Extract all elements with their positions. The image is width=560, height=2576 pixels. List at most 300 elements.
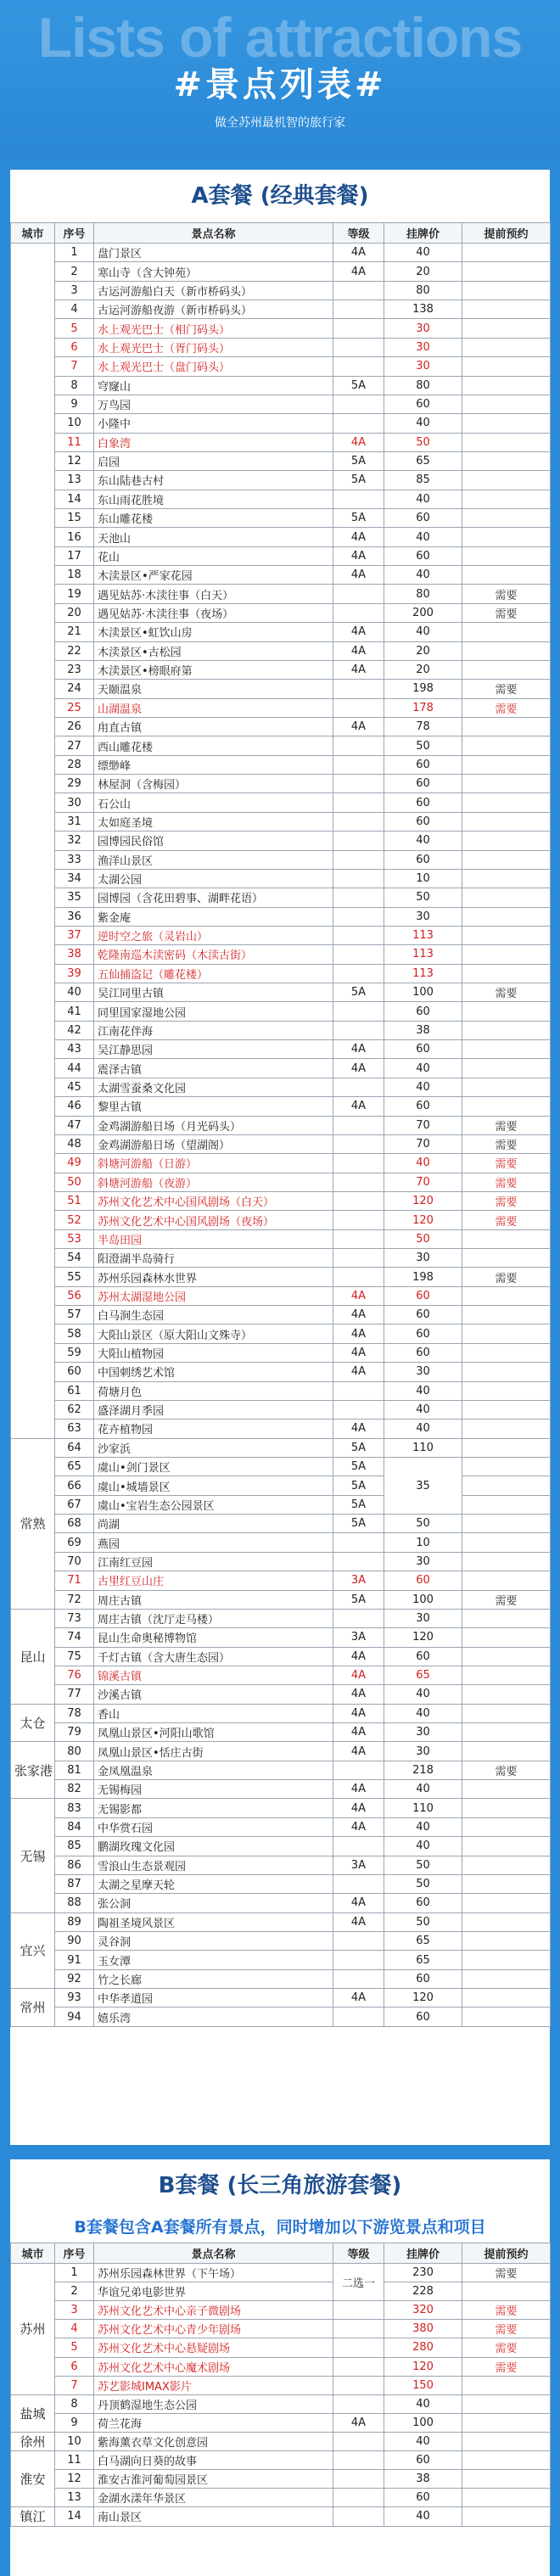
price-cell: 30: [384, 338, 462, 356]
level-cell: 4A: [333, 1324, 384, 1343]
level-cell: 4A: [333, 1306, 384, 1324]
level-cell: 5A: [333, 509, 384, 528]
level-cell: [333, 2376, 384, 2394]
level-cell: [333, 1400, 384, 1419]
attraction-name: 虞山•城墙景区: [94, 1476, 333, 1495]
column-header: 挂牌价: [384, 223, 462, 244]
price-cell: 60: [384, 2451, 462, 2470]
price-cell: 110: [384, 1438, 462, 1457]
row-number: 34: [55, 869, 94, 888]
price-cell: 50: [384, 1856, 462, 1874]
table-row: [11, 755, 551, 774]
attraction-name: 白象湾: [94, 433, 333, 451]
level-cell: [333, 1002, 384, 1021]
attraction-name: 金鸡湖游船日场（望湖阁）: [94, 1134, 333, 1153]
reservation-cell: [462, 528, 551, 546]
level-cell: 4A: [333, 244, 384, 262]
table-row: [11, 717, 551, 736]
level-cell: 4A: [333, 623, 384, 641]
attraction-name: 寒山寺（含大钟苑）: [94, 262, 333, 281]
reservation-cell: [462, 1324, 551, 1343]
reservation-cell: [462, 1989, 551, 2008]
level-cell: [333, 2338, 384, 2357]
row-number: 49: [55, 1154, 94, 1173]
row-number: 24: [55, 680, 94, 698]
table-row: [11, 585, 551, 603]
row-number: 74: [55, 1628, 94, 1647]
attraction-name: 锦溪古镇: [94, 1666, 333, 1684]
level-cell: [333, 2489, 384, 2507]
attraction-name: 西山雕花楼: [94, 736, 333, 755]
price-cell: 40: [384, 1059, 462, 1078]
price-cell: 380: [384, 2320, 462, 2338]
attraction-name: 东山雕花楼: [94, 509, 333, 528]
attraction-name: 金湖水漾年华景区: [94, 2489, 333, 2507]
attraction-name: 燕园: [94, 1533, 333, 1552]
attraction-name: 东山雨花胜境: [94, 490, 333, 508]
reservation-cell: [462, 2282, 551, 2301]
reservation-cell: [462, 566, 551, 585]
attraction-name: 中华赏石园: [94, 1817, 333, 1836]
attraction-name: 苏州文化艺术中心悬疑剧场: [94, 2338, 333, 2357]
reservation-cell: [462, 1002, 551, 1021]
row-number: 10: [55, 414, 94, 433]
reservation-cell: [462, 1249, 551, 1268]
reservation-cell: [462, 376, 551, 395]
attraction-name: 木渎景区•榜眼府第: [94, 660, 333, 679]
row-number: 6: [55, 2357, 94, 2376]
attraction-name: 盛泽湖月季园: [94, 1400, 333, 1419]
row-number: 90: [55, 1931, 94, 1950]
level-cell: [333, 907, 384, 926]
reservation-cell: [462, 793, 551, 812]
attraction-name: 紫海薰衣草文化创意园: [94, 2432, 333, 2450]
row-number: 1: [55, 2264, 94, 2282]
price-cell: 50: [384, 433, 462, 451]
reservation-cell: [462, 623, 551, 641]
row-number: 12: [55, 451, 94, 470]
row-number: 50: [55, 1173, 94, 1191]
table-row: [11, 2320, 551, 2338]
row-number: 32: [55, 832, 94, 850]
row-number: 56: [55, 1286, 94, 1305]
attraction-name: 嬉乐湾: [94, 2008, 333, 2026]
reservation-cell: [462, 641, 551, 660]
price-cell: 10: [384, 869, 462, 888]
level-cell: 5A: [333, 1458, 384, 1476]
attraction-name: 斜塘河游船（日游）: [94, 1154, 333, 1173]
price-cell: 30: [384, 1249, 462, 1268]
row-number: 77: [55, 1685, 94, 1704]
reservation-cell: 需要: [462, 698, 551, 717]
header-banner: [0, 0, 560, 160]
level-cell: 3A: [333, 1571, 384, 1590]
level-cell: 4A: [333, 1894, 384, 1912]
reservation-cell: [462, 1704, 551, 1722]
level-cell: 4A: [333, 641, 384, 660]
table-row: [11, 680, 551, 698]
reservation-cell: [462, 1609, 551, 1627]
reservation-cell: 需要: [462, 2338, 551, 2357]
level-cell: [333, 1552, 384, 1571]
city-cell: 无锡: [11, 1799, 55, 1912]
table-row: [11, 2451, 551, 2470]
row-number: 94: [55, 2008, 94, 2026]
table-row: [11, 660, 551, 679]
price-cell: 60: [384, 1647, 462, 1666]
reservation-cell: 需要: [462, 1268, 551, 1286]
attraction-name: 苏州文化艺术中心国风剧场（白天）: [94, 1191, 333, 1210]
attraction-name: 大阳山植物园: [94, 1343, 333, 1362]
column-header: 提前预约: [462, 223, 551, 244]
attraction-name: 天池山: [94, 528, 333, 546]
row-number: 33: [55, 850, 94, 869]
table-row: [11, 319, 551, 338]
level-cell: [333, 869, 384, 888]
reservation-cell: 需要: [462, 1154, 551, 1173]
price-cell: 40: [384, 1704, 462, 1722]
level-cell: 5A: [333, 1590, 384, 1609]
price-cell: 50: [384, 1912, 462, 1931]
table-row: [11, 1211, 551, 1229]
row-number: 40: [55, 983, 94, 1002]
row-number: 7: [55, 357, 94, 376]
level-cell: [333, 1191, 384, 1210]
price-cell: 100: [384, 2413, 462, 2432]
row-number: 55: [55, 1268, 94, 1286]
attraction-name: 中华孝道园: [94, 1989, 333, 2008]
price-cell: 60: [384, 1324, 462, 1343]
level-cell: [333, 1211, 384, 1229]
price-cell: 198: [384, 1268, 462, 1286]
level-cell: 4A: [333, 1097, 384, 1116]
price-cell: 65: [384, 1951, 462, 1969]
table-row: [11, 698, 551, 717]
price-cell: 60: [384, 1097, 462, 1116]
table-row: [11, 1931, 551, 1950]
price-cell: 40: [384, 2432, 462, 2450]
level-cell: [333, 490, 384, 508]
attraction-name: 盘门景区: [94, 244, 333, 262]
table-row: [11, 1363, 551, 1381]
price-cell: 30: [384, 1742, 462, 1761]
level-cell: 二选一: [333, 2264, 384, 2301]
level-cell: 4A: [333, 1742, 384, 1761]
reservation-cell: [462, 964, 551, 983]
table-row: [11, 357, 551, 376]
attraction-name: 吴江同里古镇: [94, 983, 333, 1002]
row-number: 7: [55, 2376, 94, 2394]
row-number: 9: [55, 395, 94, 413]
table-row: [11, 1723, 551, 1742]
table-row: [11, 1571, 551, 1590]
attraction-name: 中国刺绣艺术馆: [94, 1363, 333, 1381]
table-row: [11, 1116, 551, 1134]
table-row: [11, 1458, 551, 1476]
reservation-cell: [462, 717, 551, 736]
attraction-name: 五仙捕盗记（雕花楼）: [94, 964, 333, 983]
table-row: [11, 1874, 551, 1893]
column-header: 序号: [55, 223, 94, 244]
row-number: 52: [55, 1211, 94, 1229]
price-cell: 70: [384, 1134, 462, 1153]
level-cell: 5A: [333, 471, 384, 490]
page-title: #景点列表#: [173, 65, 387, 104]
price-cell: 60: [384, 395, 462, 413]
reservation-cell: [462, 1742, 551, 1761]
attraction-name: 林屋洞（含梅园）: [94, 775, 333, 793]
reservation-cell: 需要: [462, 1116, 551, 1134]
row-number: 27: [55, 736, 94, 755]
price-cell: 40: [384, 414, 462, 433]
attraction-name: 园博园民俗馆: [94, 832, 333, 850]
city-cell: 淮安: [11, 2451, 55, 2507]
package-b-card: [10, 2159, 550, 2576]
row-number: 36: [55, 907, 94, 926]
level-cell: [333, 2470, 384, 2489]
table-row: [11, 1761, 551, 1779]
table-row: [11, 566, 551, 585]
attraction-name: 荷塘月色: [94, 1381, 333, 1400]
price-cell: 38: [384, 1021, 462, 1039]
attraction-name: 水上观光巴士（胥门码头）: [94, 338, 333, 356]
row-number: 29: [55, 775, 94, 793]
table-row: [11, 1154, 551, 1173]
row-number: 78: [55, 1704, 94, 1722]
price-cell: 30: [384, 1363, 462, 1381]
table-row: [11, 1609, 551, 1627]
level-cell: [333, 1268, 384, 1286]
reservation-cell: [462, 1931, 551, 1950]
table-row: [11, 983, 551, 1002]
table-row: [11, 1704, 551, 1722]
reservation-cell: [462, 1571, 551, 1590]
table-row: [11, 907, 551, 926]
level-cell: 4A: [333, 2413, 384, 2432]
reservation-cell: [462, 546, 551, 565]
reservation-cell: [462, 2376, 551, 2394]
level-cell: [333, 2432, 384, 2450]
reservation-cell: [462, 1495, 551, 1514]
price-cell: 85: [384, 471, 462, 490]
level-cell: 4A: [333, 1912, 384, 1931]
attraction-name: 虞山•宝岩生态公园景区: [94, 1495, 333, 1514]
row-number: 8: [55, 2394, 94, 2413]
reservation-cell: [462, 907, 551, 926]
row-number: 11: [55, 2451, 94, 2470]
attraction-name: 太湖公园: [94, 869, 333, 888]
reservation-cell: [462, 1363, 551, 1381]
attraction-name: 鹏湖玫瑰文化园: [94, 1837, 333, 1856]
row-number: 6: [55, 338, 94, 356]
level-cell: [333, 680, 384, 698]
reservation-cell: [462, 2489, 551, 2507]
reservation-cell: [462, 395, 551, 413]
price-cell: 113: [384, 926, 462, 944]
attraction-name: 震泽古镇: [94, 1059, 333, 1078]
level-cell: [333, 1134, 384, 1153]
reservation-cell: [462, 1723, 551, 1742]
attraction-name: 山湖温泉: [94, 698, 333, 717]
row-number: 91: [55, 1951, 94, 1969]
price-cell: 40: [384, 1078, 462, 1096]
attraction-name: 大阳山景区（原大阳山文殊寺）: [94, 1324, 333, 1343]
price-cell: 65: [384, 1931, 462, 1950]
price-cell: 120: [384, 1191, 462, 1210]
reservation-cell: [462, 1059, 551, 1078]
price-cell: 60: [384, 793, 462, 812]
level-cell: [333, 357, 384, 376]
row-number: 42: [55, 1021, 94, 1039]
price-cell: 30: [384, 1723, 462, 1742]
level-cell: 5A: [333, 1515, 384, 1533]
price-cell: 30: [384, 1552, 462, 1571]
level-cell: [333, 1761, 384, 1779]
attraction-name: 江南红豆园: [94, 1552, 333, 1571]
level-cell: [333, 603, 384, 622]
attraction-name: 黎里古镇: [94, 1097, 333, 1116]
reservation-cell: [462, 1040, 551, 1059]
row-number: 13: [55, 471, 94, 490]
table-row: [11, 244, 551, 262]
reservation-cell: [462, 1780, 551, 1799]
row-number: 41: [55, 1002, 94, 1021]
table-row: [11, 1495, 551, 1514]
table-row: [11, 926, 551, 944]
row-number: 44: [55, 1059, 94, 1078]
table-row: [11, 793, 551, 812]
reservation-cell: [462, 1420, 551, 1438]
row-number: 85: [55, 1837, 94, 1856]
attraction-name: 周庄古镇（沈厅走马楼）: [94, 1609, 333, 1627]
attraction-name: 香山: [94, 1704, 333, 1722]
attraction-name: 花山: [94, 546, 333, 565]
level-cell: [333, 1837, 384, 1856]
reservation-cell: 需要: [462, 1173, 551, 1191]
attraction-name: 遇见姑苏·木渎往事（夜场）: [94, 603, 333, 622]
reservation-cell: [462, 1021, 551, 1039]
price-cell: 40: [384, 1420, 462, 1438]
package-a-header-row: [11, 223, 551, 244]
row-number: 37: [55, 926, 94, 944]
row-number: 93: [55, 1989, 94, 2008]
attraction-name: 苏州乐园森林世界（下午场）: [94, 2264, 333, 2282]
table-row: [11, 1533, 551, 1552]
table-row: [11, 1685, 551, 1704]
reservation-cell: [462, 414, 551, 433]
row-number: 71: [55, 1571, 94, 1590]
level-cell: [333, 1609, 384, 1627]
attraction-name: 周庄古镇: [94, 1590, 333, 1609]
table-row: [11, 1590, 551, 1609]
reservation-cell: [462, 1817, 551, 1836]
price-cell: 60: [384, 1002, 462, 1021]
price-cell: 120: [384, 1628, 462, 1647]
column-header: 城市: [11, 223, 55, 244]
level-cell: 4A: [333, 1799, 384, 1817]
table-row: [11, 1628, 551, 1647]
row-number: 15: [55, 509, 94, 528]
row-number: 23: [55, 660, 94, 679]
table-row: [11, 1306, 551, 1324]
price-cell: 120: [384, 1211, 462, 1229]
table-row: [11, 376, 551, 395]
level-cell: [333, 1249, 384, 1268]
table-row: [11, 2432, 551, 2450]
price-cell: 30: [384, 357, 462, 376]
level-cell: [333, 2357, 384, 2376]
attraction-name: 灵谷洞: [94, 1931, 333, 1950]
reservation-cell: [462, 775, 551, 793]
price-cell: 40: [384, 1154, 462, 1173]
row-number: 22: [55, 641, 94, 660]
table-row: [11, 2357, 551, 2376]
reservation-cell: [462, 1856, 551, 1874]
table-row: [11, 1666, 551, 1684]
price-cell: 60: [384, 1286, 462, 1305]
package-b-header-row: [11, 2243, 551, 2264]
attraction-name: 斜塘河游船（夜游）: [94, 1173, 333, 1191]
level-cell: [333, 1931, 384, 1950]
price-cell: 70: [384, 1116, 462, 1134]
reservation-cell: [462, 869, 551, 888]
level-cell: [333, 1533, 384, 1552]
table-row: [11, 2008, 551, 2026]
attraction-name: 丹顶鹤湿地生态公园: [94, 2394, 333, 2413]
attraction-name: 苏艺影城IMAX影片: [94, 2376, 333, 2394]
attraction-name: 淮安古淮河葡萄园景区: [94, 2470, 333, 2489]
row-number: 4: [55, 300, 94, 319]
row-number: 51: [55, 1191, 94, 1210]
level-cell: 4A: [333, 433, 384, 451]
attraction-name: 苏州文化艺术中心国风剧场（夜场）: [94, 1211, 333, 1229]
level-cell: 3A: [333, 1856, 384, 1874]
attraction-name: 沙家浜: [94, 1438, 333, 1457]
attraction-name: 万鸟园: [94, 395, 333, 413]
price-cell: 113: [384, 964, 462, 983]
city-cell: 宜兴: [11, 1912, 55, 1988]
reservation-cell: [462, 2470, 551, 2489]
level-cell: 5A: [333, 376, 384, 395]
level-cell: [333, 736, 384, 755]
level-cell: [333, 926, 384, 944]
table-row: [11, 1229, 551, 1248]
level-cell: [333, 1874, 384, 1893]
reservation-cell: [462, 1951, 551, 1969]
table-row: [11, 812, 551, 831]
row-number: 65: [55, 1458, 94, 1476]
reservation-cell: 需要: [462, 983, 551, 1002]
attraction-name: 雪浪山生态景观园: [94, 1856, 333, 1874]
level-cell: 4A: [333, 1040, 384, 1059]
level-cell: [333, 1173, 384, 1191]
price-cell: 40: [384, 1817, 462, 1836]
package-a-table: [10, 222, 551, 2027]
row-number: 70: [55, 1552, 94, 1571]
level-cell: [333, 585, 384, 603]
city-cell: 张家港: [11, 1742, 55, 1799]
table-row: [11, 1400, 551, 1419]
city-cell: [11, 244, 55, 1439]
reservation-cell: [462, 357, 551, 376]
price-cell: 60: [384, 1894, 462, 1912]
price-cell: 280: [384, 2338, 462, 2357]
price-cell: 110: [384, 1799, 462, 1817]
attraction-name: 乾隆南巡木渎密码（木渎古街）: [94, 945, 333, 964]
price-cell: 198: [384, 680, 462, 698]
attraction-name: 太湖雪蚕桑文化园: [94, 1078, 333, 1096]
attraction-name: 凤凰山景区•河阳山歌馆: [94, 1723, 333, 1742]
